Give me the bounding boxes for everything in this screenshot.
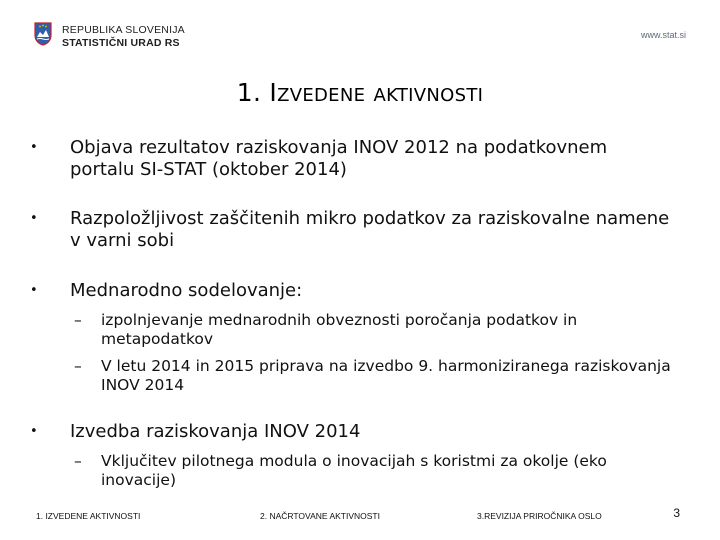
- footer-nav-nacrtovane[interactable]: 2. NAČRTOVANE AKTIVNOSTI: [260, 511, 380, 521]
- bullet-marker: •: [30, 211, 38, 226]
- bullet-text: Mednarodno sodelovanje:: [70, 280, 303, 301]
- bullet-text: Objava rezultatov raziskovanja INOV 2012 na podatkovnem portalu SI-STAT (oktober 2014): [70, 137, 608, 180]
- sub-bullet-text: izpolnjevanje mednarodnih obveznosti poročanja podatkov in metapodatkov: [101, 311, 578, 348]
- sub-bullet-text: V letu 2014 in 2015 priprava na izvedbo 9. harmoniziranega raziskovanja INOV 2014: [101, 357, 671, 394]
- bullet-marker: •: [30, 424, 38, 439]
- org-name-line1: REPUBLIKA SLOVENIJA: [62, 24, 185, 36]
- bullet-item: [30, 208, 670, 252]
- sub-bullet-text: Vključitev pilotnega modula o inovacijah s koristmi za okolje (eko inovacije): [101, 452, 607, 489]
- sub-bullet-marker: –: [74, 357, 82, 375]
- bullet-text: Izvedba raziskovanja INOV 2014: [70, 421, 361, 442]
- page-number: 3: [673, 506, 680, 520]
- sub-bullet-marker: –: [74, 452, 82, 470]
- sub-bullet-marker: –: [74, 311, 82, 329]
- website-link[interactable]: www.stat.si: [640, 30, 686, 40]
- sub-bullet-item: [74, 311, 674, 349]
- coat-of-arms-icon: [34, 22, 52, 46]
- org-logo: [34, 22, 185, 50]
- bullet-marker: •: [30, 140, 38, 155]
- bullet-marker: •: [30, 283, 38, 298]
- bullet-text: Razpoložljivost zaščitenih mikro podatkov za raziskovalne namene v varni sobi: [70, 208, 670, 251]
- sub-bullet-item: [74, 357, 674, 395]
- slide-title: 1. Izvedene aktivnosti: [236, 78, 484, 107]
- footer-nav-izvedene[interactable]: 1. IZVEDENE AKTIVNOSTI: [36, 511, 141, 521]
- bullet-item: [30, 421, 670, 443]
- bullet-item: [30, 137, 670, 181]
- org-name-line2: STATISTIČNI URAD RS: [62, 37, 180, 49]
- sub-bullet-item: [74, 452, 674, 490]
- footer-nav-revizija[interactable]: 3.REVIZIJA PRIROČNIKA OSLO: [477, 511, 602, 521]
- bullet-item: [30, 280, 670, 302]
- org-name: [62, 24, 185, 50]
